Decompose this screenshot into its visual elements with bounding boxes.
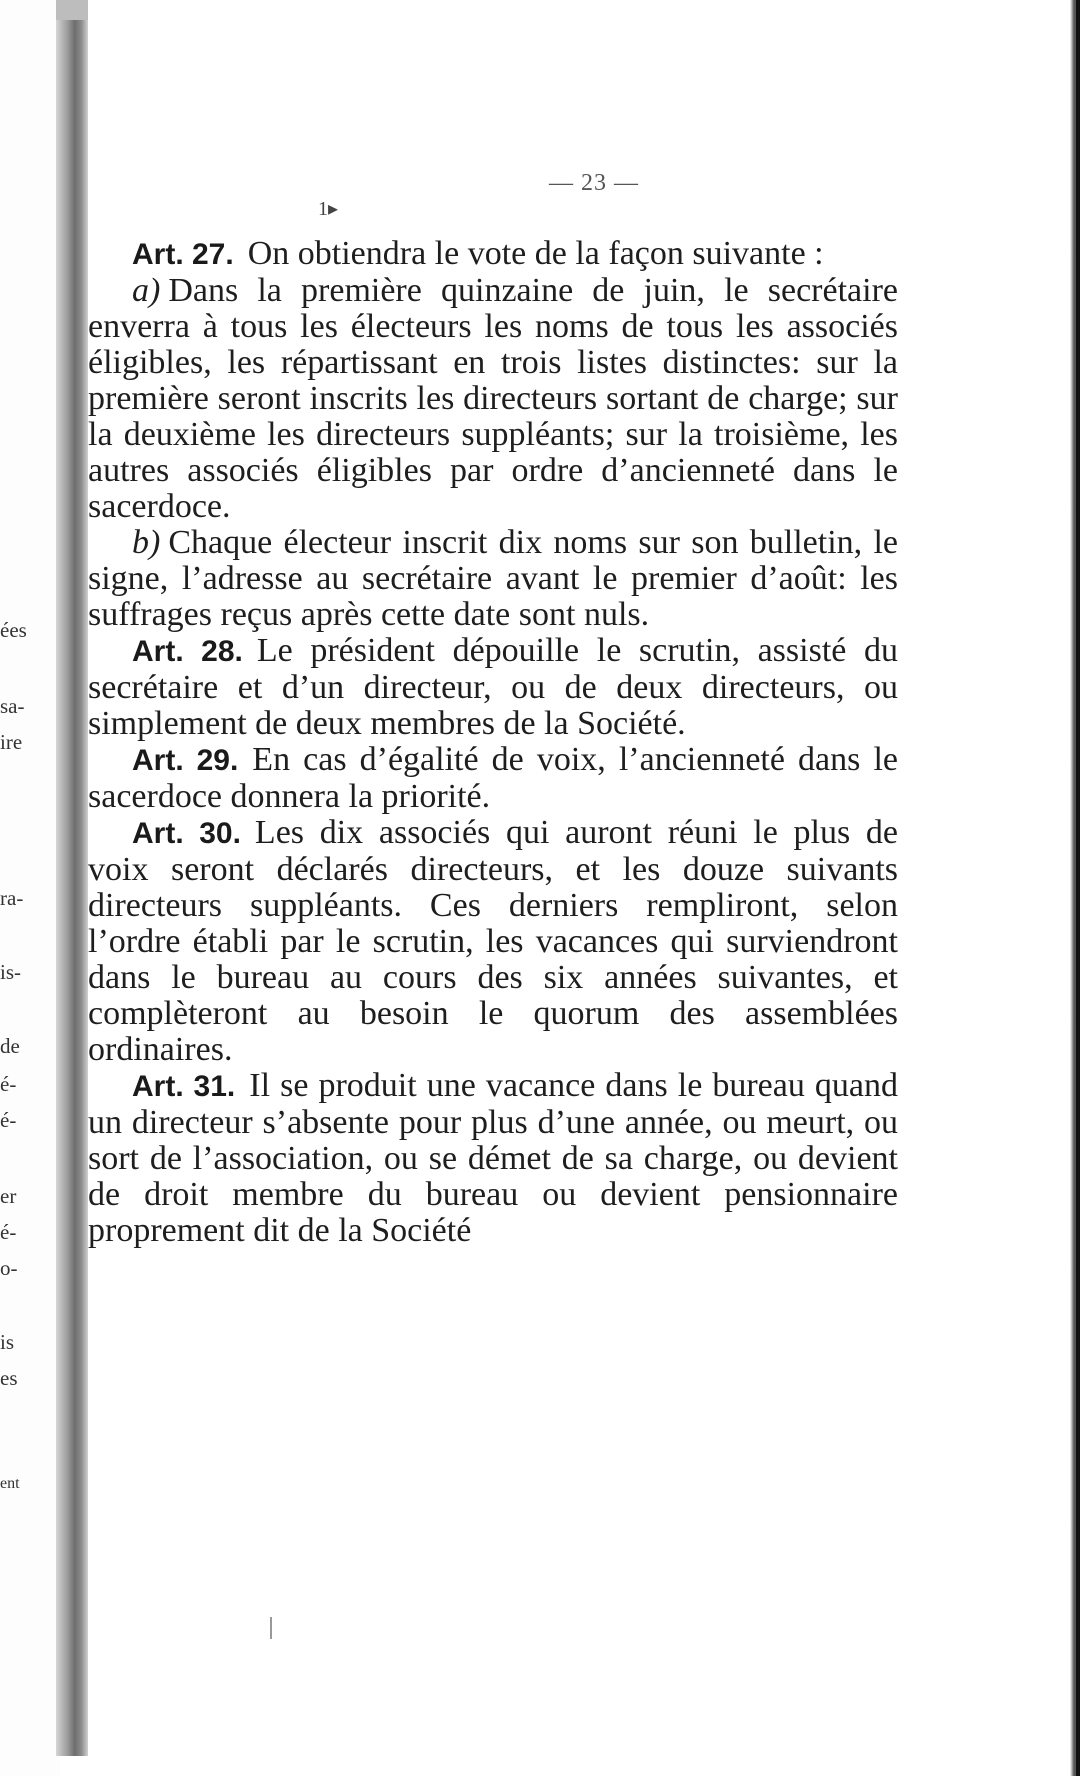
right-page-edge [1070, 0, 1080, 1776]
article-label: Art. 29. [132, 744, 239, 777]
article-29 [88, 742, 898, 815]
article-27 [88, 236, 898, 273]
stray-mark [270, 1617, 272, 1639]
ink-smudge: 1▸ [318, 198, 339, 220]
article-label: Art. 27. [132, 238, 234, 271]
article-text: Il se produit une vacance dans le bureau quand un directeur s’absente pour plus d’une année, ou meurt, ou sort de l’association, ou se démet de sa charge, ou devient de droit membre du bureau ou devient pensionnaire proprement dit de la Société [88, 1067, 898, 1249]
left-page-fragment: é- [0, 1220, 17, 1244]
item-letter: b) [132, 524, 161, 561]
left-page-fragment: é- [0, 1072, 17, 1096]
left-page-edge [0, 0, 60, 1776]
item-text: Dans la première quinzaine de juin, le secrétaire enverra à tous les électeurs les noms de tous les associés éligibles, les répartissant en trois listes distinctes: sur la première seront inscrits les directeurs sortant de charge; sur la deuxième les directeurs suppléants; sur la troisième, les autres associés éligibles par ordre d’ancienneté dans le sacerdoce. [88, 272, 898, 525]
article-label: Art. 28. [132, 635, 243, 668]
left-page-fragment: is [0, 1330, 15, 1354]
left-page-fragment: es [0, 1366, 18, 1390]
article-text: Les dix associés qui auront réuni le plus de voix seront déclarés directeurs, et les douze suivants directeurs suppléants. Ces derniers rempliront, selon l’ordre établi par le scrutin, les vacances qui surviendront dans le bureau au cours des six années suivantes, et complèteront au besoin le quorum des assemblées ordinaires. [88, 814, 898, 1068]
left-page-fragment: er [0, 1184, 17, 1208]
left-page-fragment: ire [0, 730, 23, 754]
left-page-fragment: ent [0, 1475, 20, 1492]
item-letter: a) [132, 272, 161, 309]
article-text: Le président dépouille le scrutin, assisté du secrétaire et d’un directeur, ou de deux directeurs, ou simplement de deux membres de la Société. [88, 632, 898, 742]
article-body [88, 236, 898, 1249]
binding-gutter [56, 20, 90, 1756]
left-page-fragment: é- [0, 1108, 17, 1132]
article-label: Art. 31. [132, 1070, 236, 1103]
article-30 [88, 815, 898, 1068]
left-page-fragment: ra- [0, 886, 24, 910]
page-number: — 23 — [549, 170, 639, 196]
article-27-item-a [88, 273, 898, 525]
article-28 [88, 633, 898, 742]
left-page-fragment: ées [0, 618, 27, 642]
left-page-fragment: sa- [0, 694, 25, 718]
article-text: En cas d’égalité de voix, l’ancienneté dans le sacerdoce donnera la priorité. [88, 741, 898, 815]
article-31 [88, 1068, 898, 1249]
item-text: Chaque électeur inscrit dix noms sur son bulletin, le signe, l’adresse au secrétaire avant le premier d’août: les suffrages reçus après cette date sont nuls. [88, 524, 898, 633]
page [88, 0, 1068, 1776]
article-text: On obtiendra le vote de la façon suivante : [247, 235, 824, 272]
article-27-item-b [88, 525, 898, 633]
left-page-fragment: o- [0, 1256, 18, 1280]
article-label: Art. 30. [132, 817, 241, 850]
left-page-fragment: de [0, 1034, 20, 1058]
left-page-fragment: is- [0, 960, 21, 984]
